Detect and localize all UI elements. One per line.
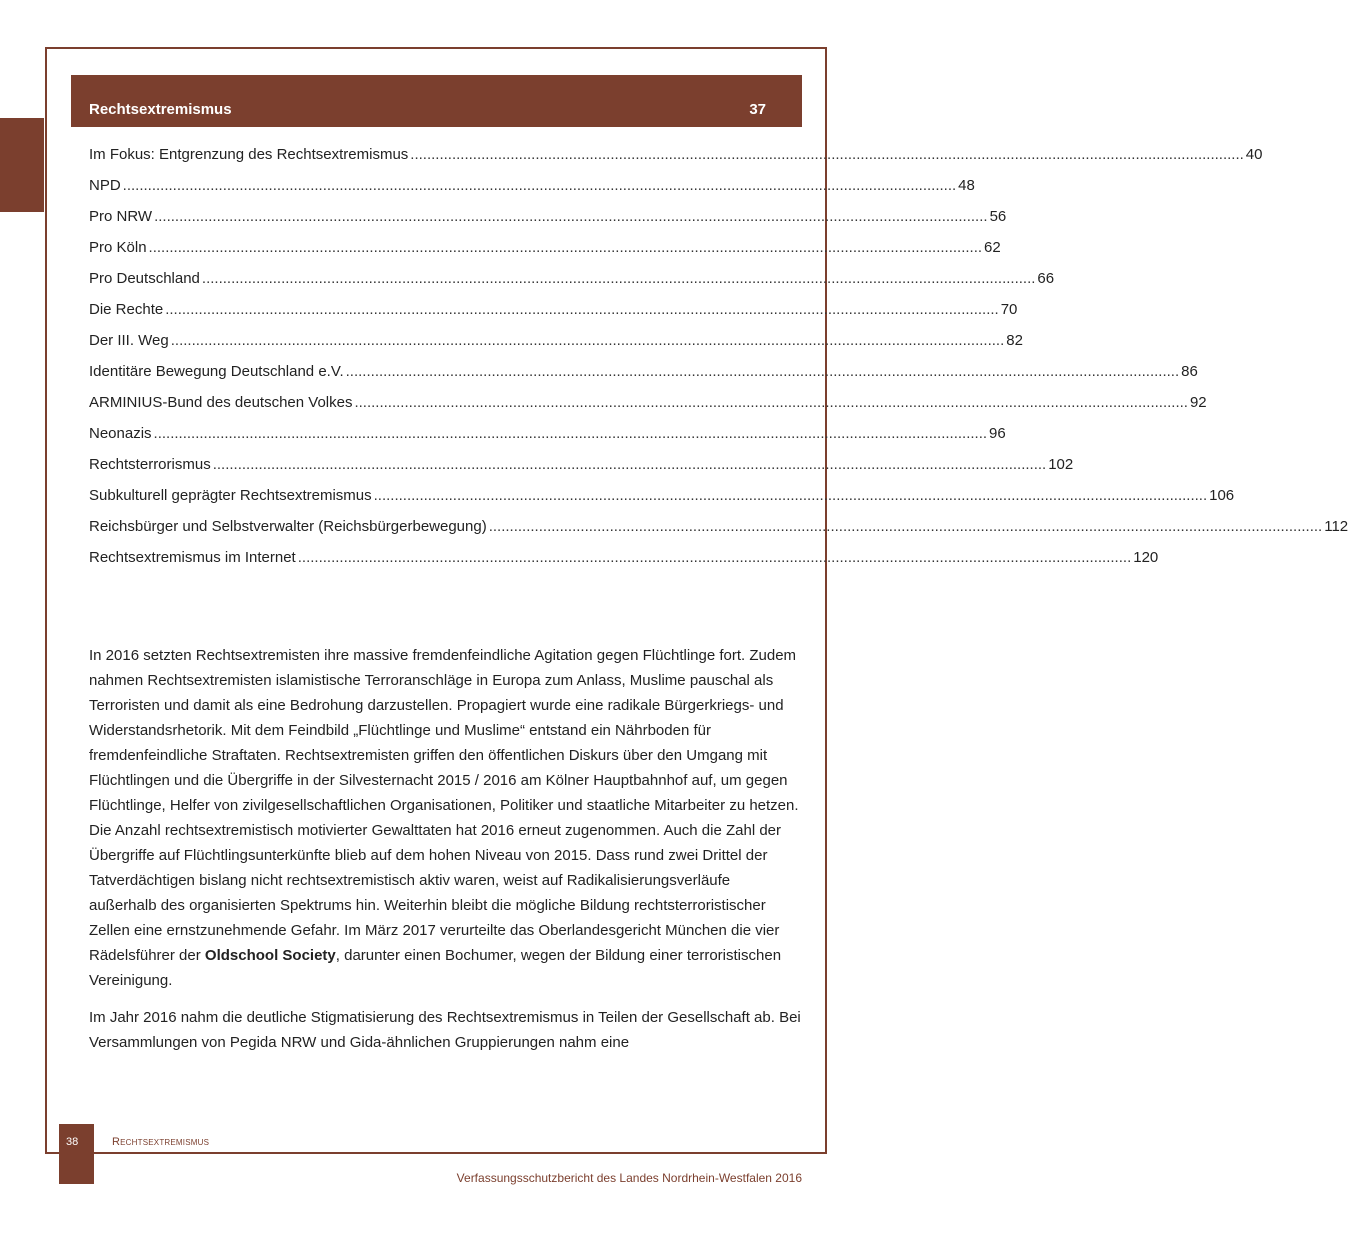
- toc-leader-dots: ........................................................................................................................................................................................................: [354, 394, 1188, 411]
- toc-entry-title: Pro NRW: [89, 208, 153, 225]
- toc-entry[interactable]: [89, 394, 1207, 425]
- toc-leader-dots: ........................................................................................................................................................................................................: [488, 518, 1323, 535]
- toc-entry-page: 82: [1006, 332, 1023, 349]
- toc-entry-title: ARMINIUS-Bund des deutschen Volkes: [89, 394, 353, 411]
- toc-entry[interactable]: [89, 208, 1007, 239]
- toc-entry-title: Pro Deutschland: [89, 270, 200, 287]
- toc-entry-title: Im Fokus: Entgrenzung des Rechtsextremismus: [89, 146, 409, 163]
- toc-entry[interactable]: [89, 332, 1023, 363]
- toc-leader-dots: ........................................................................................................................................................................................................: [201, 270, 1036, 287]
- toc-entry-page: 62: [984, 239, 1001, 256]
- toc-leader-dots: ........................................................................................................................................................................................................: [122, 177, 957, 194]
- toc-entry-page: 70: [1000, 301, 1018, 318]
- report-title: Verfassungsschutzbericht des Landes Nordrhein-Westfalen 2016: [456, 1171, 802, 1185]
- toc-entry-title: Subkulturell geprägter Rechtsextremismus: [89, 487, 372, 504]
- toc-entry-page: 120: [1133, 549, 1159, 566]
- toc-entry-page: 102: [1048, 456, 1074, 473]
- toc-leader-dots: ........................................................................................................................................................................................................: [297, 549, 1132, 566]
- toc-entry[interactable]: [89, 363, 1198, 394]
- toc-entry-title: Neonazis: [89, 425, 152, 442]
- toc-entry-page: 96: [989, 425, 1006, 442]
- toc-entry-page: 112: [1324, 518, 1348, 535]
- toc-leader-dots: ........................................................................................................................................................................................................: [410, 146, 1244, 163]
- toc-leader-dots: ........................................................................................................................................................................................................: [165, 301, 999, 318]
- toc-leader-dots: ........................................................................................................................................................................................................: [212, 456, 1047, 473]
- toc-entry-title: Rechtsterrorismus: [89, 456, 211, 473]
- toc-entry[interactable]: [89, 177, 975, 208]
- toc-entry-page: 66: [1037, 270, 1055, 287]
- toc-leader-dots: ........................................................................................................................................................................................................: [170, 332, 1005, 349]
- chapter-side-tab: [0, 118, 44, 212]
- toc-entry[interactable]: [89, 270, 1055, 301]
- footer-section-label: Rechtsextremismus: [112, 1136, 210, 1148]
- body-paragraph: Im Jahr 2016 nahm die deutliche Stigmatisierung des Rechtsextremismus in Teilen der Gesellschaft ab. Bei Versammlungen von Pegida NRW und Gida-ähnlichen Gruppierungen nahm eine: [89, 1009, 801, 1051]
- toc-leader-dots: ........................................................................................................................................................................................................: [148, 239, 983, 256]
- body-paragraph: [89, 643, 801, 993]
- toc-entry-title: Rechtsextremismus im Internet: [89, 549, 296, 566]
- toc-entry-page: 40: [1245, 146, 1263, 163]
- table-of-contents: [89, 146, 1348, 580]
- toc-entry[interactable]: [89, 146, 1263, 177]
- toc-entry[interactable]: [89, 518, 1348, 549]
- chapter-title: Rechtsextremismus: [89, 101, 232, 118]
- body-text-segment: , darunter einen Bochumer, wegen der Bildung einer terroristischen Vereinigung.: [89, 947, 782, 989]
- footer-page-number: 38: [66, 1136, 79, 1148]
- toc-entry[interactable]: [89, 456, 1074, 487]
- toc-entry-page: 56: [989, 208, 1007, 225]
- toc-entry-page: 48: [958, 177, 975, 194]
- toc-entry-title: NPD: [89, 177, 121, 194]
- toc-entry-title: Reichsbürger und Selbstverwalter (Reichsbürgerbewegung): [89, 518, 487, 535]
- body-text-segment: In 2016 setzten Rechtsextremisten ihre massive fremdenfeindliche Agitation gegen Flüchtlinge fort. Zudem nahmen Rechtsextremisten islamistische Terroranschläge in Europa zum Anlass, Muslime pauschal als Terroristen und damit als eine Bedrohung darzustellen. Propagiert wurde eine radikale Bürgerkriegs- und Widerstandsrhetorik. Mit dem Feindbild „Flüchtlinge und Muslime“ entstand ein Nährboden für fremdenfeindliche Straftaten. Rechtsextremisten griffen den öffentlichen Diskurs über den Umgang mit Flüchtlingen und die Übergriffe in der Silvesternacht 2015 / 2016 am Kölner Hauptbahnhof auf, um gegen Flüchtlinge, Helfer von zivilgesellschaftlichen Organisationen, Politiker und staatliche Mitarbeiter zu hetzen. Die Anzahl rechtsextremistisch motivierter Gewalttaten hat 2016 erneut zugenommen. Auch die Zahl der Übergriffe auf Flüchtlingsunterkünfte blieb auf dem hohen Niveau von 2015. Dass rund zwei Drittel der Tatverdächtigen bislang nicht rechtsextremistisch aktiv waren, weist auf Radikalisierungsverläufe außerhalb des organisierten Spektrums hin. Weiterhin bleibt die mögliche Bildung rechtsterroristischer Zellen eine ernstzunehmende Gefahr. Im März 2017 verurteilte das Oberlandesgericht München die vier Rädelsführer der: [89, 647, 799, 964]
- toc-entry-title: Pro Köln: [89, 239, 147, 256]
- toc-entry[interactable]: [89, 425, 1006, 456]
- toc-entry-page: 92: [1189, 394, 1207, 411]
- toc-leader-dots: ........................................................................................................................................................................................................: [373, 487, 1208, 504]
- chapter-header: [71, 75, 802, 127]
- toc-entry[interactable]: [89, 549, 1159, 580]
- toc-entry[interactable]: [89, 487, 1235, 518]
- body-text: [89, 643, 801, 1067]
- footer-page-box: [59, 1124, 94, 1184]
- toc-leader-dots: ........................................................................................................................................................................................................: [345, 363, 1180, 380]
- toc-entry-title: Der III. Weg: [89, 332, 169, 349]
- toc-entry-title: Identitäre Bewegung Deutschland e.V.: [89, 363, 344, 380]
- toc-leader-dots: ........................................................................................................................................................................................................: [153, 425, 988, 442]
- body-emphasis: Oldschool Society: [204, 947, 336, 964]
- toc-entry-page: 106: [1209, 487, 1235, 504]
- toc-entry-page: 86: [1181, 363, 1198, 380]
- chapter-page-number: 37: [749, 101, 766, 118]
- toc-entry-title: Die Rechte: [89, 301, 164, 318]
- toc-entry[interactable]: [89, 301, 1018, 332]
- toc-entry[interactable]: [89, 239, 1001, 270]
- toc-leader-dots: ........................................................................................................................................................................................................: [154, 208, 988, 225]
